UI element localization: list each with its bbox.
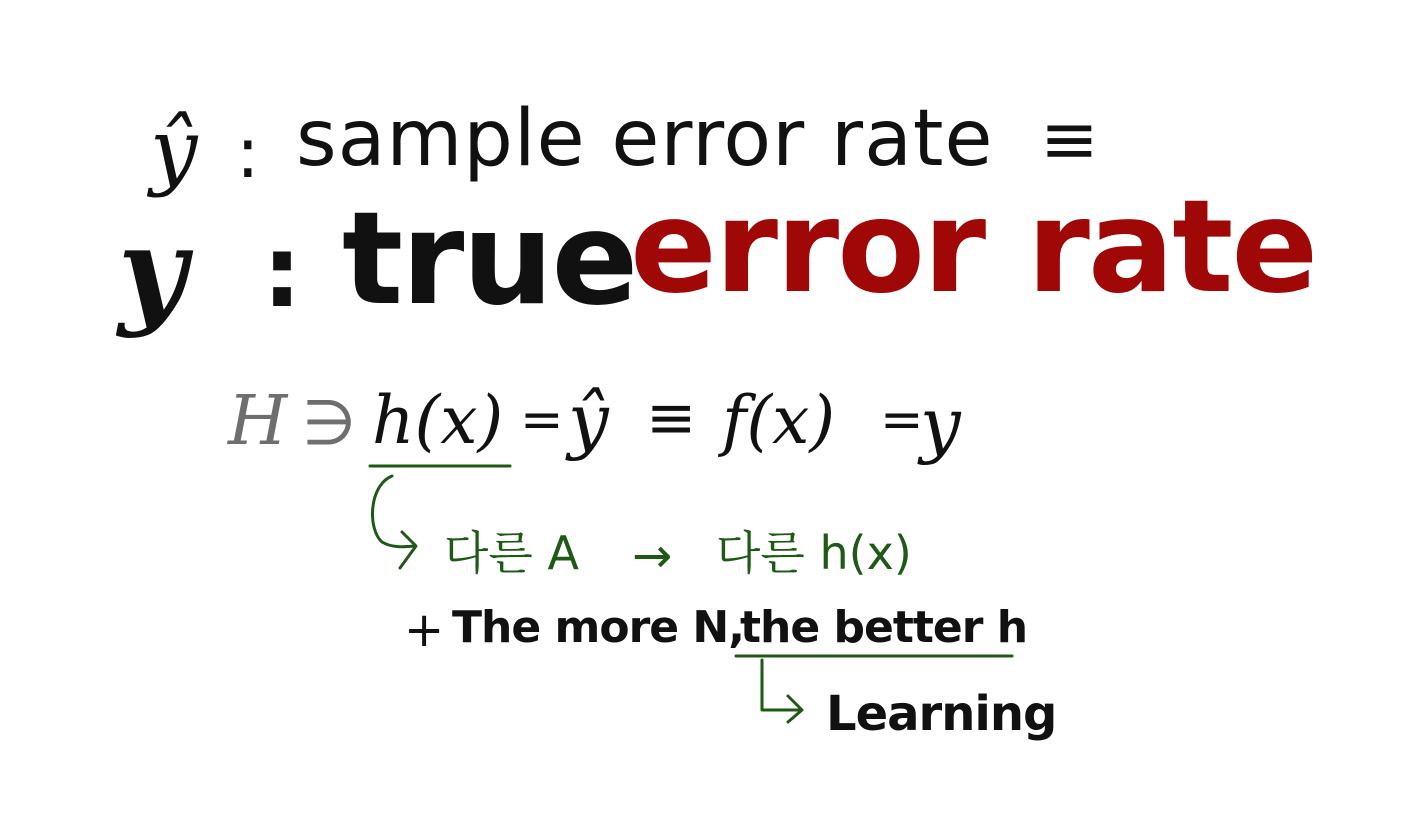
- learning-arrow: [762, 660, 800, 710]
- contains-symbol: ∋: [302, 386, 357, 459]
- different-A-note: 다른 A: [444, 526, 579, 580]
- line2-colon: :: [262, 213, 302, 330]
- the-better-h-note: the better h: [740, 602, 1028, 653]
- learning-label: Learning: [826, 686, 1057, 742]
- line1-colon: :: [236, 112, 260, 194]
- true-word: true: [342, 185, 637, 334]
- y-symbol: y: [118, 201, 187, 340]
- plus-sign: +: [404, 602, 445, 658]
- hx-hook-arrow-head: [400, 532, 416, 568]
- f-of-x: f(x): [722, 382, 836, 459]
- line1-equiv-symbol: ≡: [1040, 98, 1099, 180]
- different-hx-note: 다른 h(x): [716, 526, 912, 580]
- y-hat-symbol: ŷ: [150, 101, 198, 199]
- formula-equiv-symbol: ≡: [646, 383, 697, 453]
- equals-sign-1: =: [520, 390, 564, 450]
- equals-sign-2: =: [880, 390, 924, 450]
- formula-y: y: [920, 382, 961, 466]
- hx-hook-arrow: [373, 476, 414, 547]
- the-more-N-note: The more N,: [452, 602, 744, 653]
- formula-y-hat: ŷ: [568, 378, 609, 462]
- learning-arrow-head: [788, 696, 802, 722]
- h-of-x: h(x): [372, 382, 504, 459]
- error-rate-highlight: error rate: [630, 173, 1317, 322]
- note-arrow: →: [632, 528, 673, 584]
- hypothesis-set-H: H: [228, 382, 288, 461]
- sample-error-rate-label: sample error rate: [296, 94, 994, 184]
